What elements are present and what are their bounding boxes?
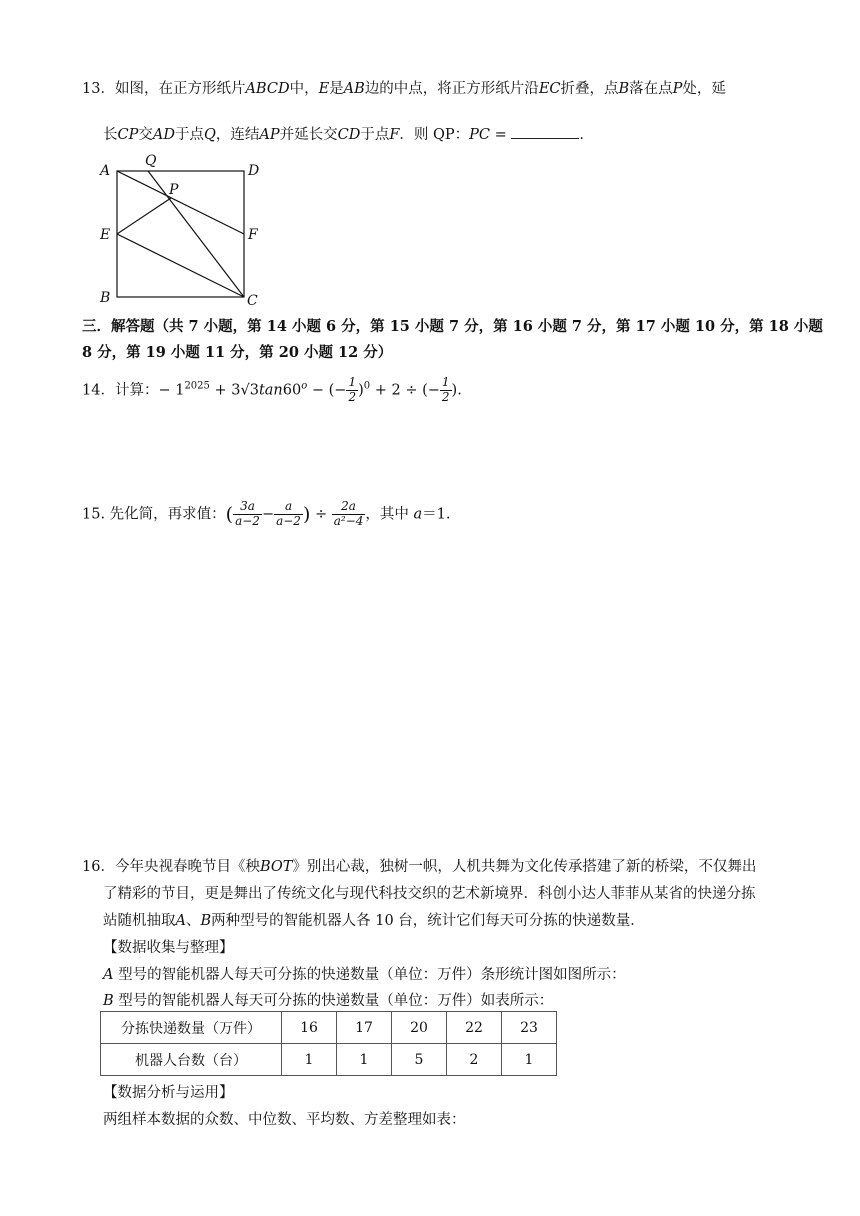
var-abcd: ABCD <box>245 81 290 97</box>
heading-data-analysis: 【数据分析与运用】 <box>103 1085 234 1101</box>
numerator: 1 <box>441 375 450 389</box>
table-cell: 17 <box>337 1012 392 1044</box>
text: 》别出心裁，独树一帜，人机共舞为文化传承搭建了新的桥梁，不仅舞出 <box>292 859 757 875</box>
var-q: Q <box>203 127 216 143</box>
text: 14．计算： <box>82 382 159 399</box>
text: 、 <box>185 913 201 929</box>
text: − (− <box>307 382 347 399</box>
text: 中， <box>289 81 319 97</box>
denominator: a²−4 <box>333 513 364 528</box>
text: 型号的智能机器人每天可分拣的快递数量（单位：万件）条形统计图如图所示： <box>113 967 626 983</box>
text: 并延长交 <box>279 127 338 143</box>
text: ，连结 <box>215 127 260 143</box>
label-q: Q <box>145 153 157 169</box>
var-cp: CP <box>117 127 139 143</box>
text: 站随机抽取 <box>103 913 176 929</box>
table-cell: 1 <box>337 1044 392 1076</box>
q16-line-5 <box>103 963 626 984</box>
square-abcd <box>117 171 244 297</box>
table-cell: 23 <box>502 1012 557 1044</box>
label-p: P <box>169 182 179 198</box>
var-b: B <box>200 913 212 929</box>
text: 16．今年央视春晚节目《秧 <box>82 859 260 875</box>
b-robot-table <box>100 1011 557 1076</box>
fraction-2a <box>332 500 366 529</box>
text: 处，延 <box>682 81 726 97</box>
var-a: A <box>103 967 114 983</box>
denominator: a−2 <box>276 513 301 528</box>
table-cell: 1 <box>282 1044 337 1076</box>
denominator: 2 <box>348 389 357 404</box>
section-3-heading: 三．解答题（共 7 小题，第 14 小题 6 分，第 15 小题 7 分，第 16 小题 7 分，第 17 小题 10 分，第 18 小题 <box>82 318 823 335</box>
q14-expression <box>82 376 462 405</box>
var-b: B <box>103 993 114 1009</box>
text: ) <box>358 382 364 399</box>
text: ，其中 <box>365 506 414 523</box>
table-row <box>101 1044 557 1076</box>
denominator: 2 <box>441 389 450 404</box>
text: = <box>490 127 512 143</box>
text: 交 <box>138 127 153 143</box>
text: ÷ <box>310 506 332 523</box>
label-b: B <box>100 290 111 306</box>
text: 长 <box>103 127 118 143</box>
q16-line-3 <box>103 909 645 930</box>
text: ). <box>451 382 462 399</box>
numerator: 1 <box>348 375 357 389</box>
exponent: 0 <box>363 380 371 392</box>
answer-blank[interactable] <box>511 124 579 139</box>
paren-close: ) <box>302 503 311 526</box>
table-cell: 1 <box>502 1044 557 1076</box>
denominator: a−2 <box>235 513 260 528</box>
table-row <box>101 1012 557 1044</box>
tan-func: tan <box>258 382 283 399</box>
segment-af <box>117 171 244 234</box>
fraction-half <box>440 376 452 405</box>
var-ad: AD <box>152 127 175 143</box>
degree: o <box>301 380 308 392</box>
text: − <box>261 506 275 523</box>
text: − 1 <box>158 382 185 399</box>
fraction-half <box>346 376 358 405</box>
fraction-3a <box>233 500 262 529</box>
var-f: F <box>389 127 400 143</box>
section-3-heading-cont: 8 分，第 19 小题 11 分，第 20 小题 12 分） <box>82 344 393 361</box>
var-ec: EC <box>538 81 561 97</box>
label-c: C <box>247 293 258 309</box>
q15-expression <box>82 500 451 529</box>
text: ． <box>579 127 594 143</box>
table-cell: 16 <box>282 1012 337 1044</box>
text: 折叠，点 <box>560 81 619 97</box>
text: 于点 <box>360 127 390 143</box>
label-d: D <box>248 163 260 179</box>
segment-ep <box>117 198 171 234</box>
table-header: 机器人台数（台） <box>101 1044 282 1076</box>
text: 型号的智能机器人每天可分拣的快递数量（单位：万件）如表所示： <box>113 993 554 1009</box>
numerator: 3a <box>233 500 262 515</box>
label-a: A <box>100 163 111 179</box>
heading-data-collection: 【数据收集与整理】 <box>103 940 234 956</box>
text: 于点 <box>174 127 204 143</box>
q16-last-line: 两组样本数据的众数、中位数、平均数、方差整理如表： <box>103 1112 466 1128</box>
table-cell: 2 <box>447 1044 502 1076</box>
paren-open: ( <box>225 503 234 526</box>
var-a: A <box>175 913 186 929</box>
segment-ec <box>117 234 244 297</box>
program-name: BOT <box>259 859 293 875</box>
text: ＝1. <box>422 506 451 523</box>
text: + 3√3 <box>209 382 259 399</box>
text: ．则 QP： <box>399 127 470 143</box>
table-header: 分拣快递数量（万件） <box>101 1012 282 1044</box>
var-pc: PC <box>469 127 491 143</box>
var-p: P <box>672 81 683 97</box>
square-fold-figure <box>95 150 270 310</box>
text: + 2 ÷ (− <box>370 382 440 399</box>
exponent: 2025 <box>184 380 210 392</box>
q13-line-1 <box>82 77 726 98</box>
text: 边的中点，将正方形纸片沿 <box>364 81 539 97</box>
var-a: a <box>413 506 423 523</box>
label-e: E <box>100 227 111 243</box>
q16-line-1 <box>82 855 756 876</box>
table-cell: 22 <box>447 1012 502 1044</box>
q16-line-6 <box>103 989 553 1010</box>
table-cell: 20 <box>392 1012 447 1044</box>
text: 60 <box>282 382 302 399</box>
text: 是 <box>329 81 344 97</box>
text: 15. 先化简，再求值： <box>82 506 226 523</box>
text: 落在点 <box>629 81 673 97</box>
label-f: F <box>248 227 258 243</box>
table-cell: 5 <box>392 1044 447 1076</box>
var-e: E <box>318 81 330 97</box>
var-b: B <box>618 81 630 97</box>
segment-qc <box>148 171 244 297</box>
numerator: a <box>274 500 303 515</box>
text: 两种型号的智能机器人各 10 台，统计它们每天可分拣的快递数量． <box>211 913 645 929</box>
var-ab: AB <box>343 81 365 97</box>
fraction-a <box>274 500 303 529</box>
var-ap: AP <box>259 127 280 143</box>
q13-line-2 <box>103 123 594 144</box>
numerator: 2a <box>332 500 366 515</box>
var-cd: CD <box>337 127 361 143</box>
q16-line-2: 了精彩的节目，更是舞出了传统文化与现代科技交织的艺术新境界．科创小达人菲菲从某省的快递分拣 <box>103 886 756 902</box>
text: 13．如图，在正方形纸片 <box>82 81 246 97</box>
